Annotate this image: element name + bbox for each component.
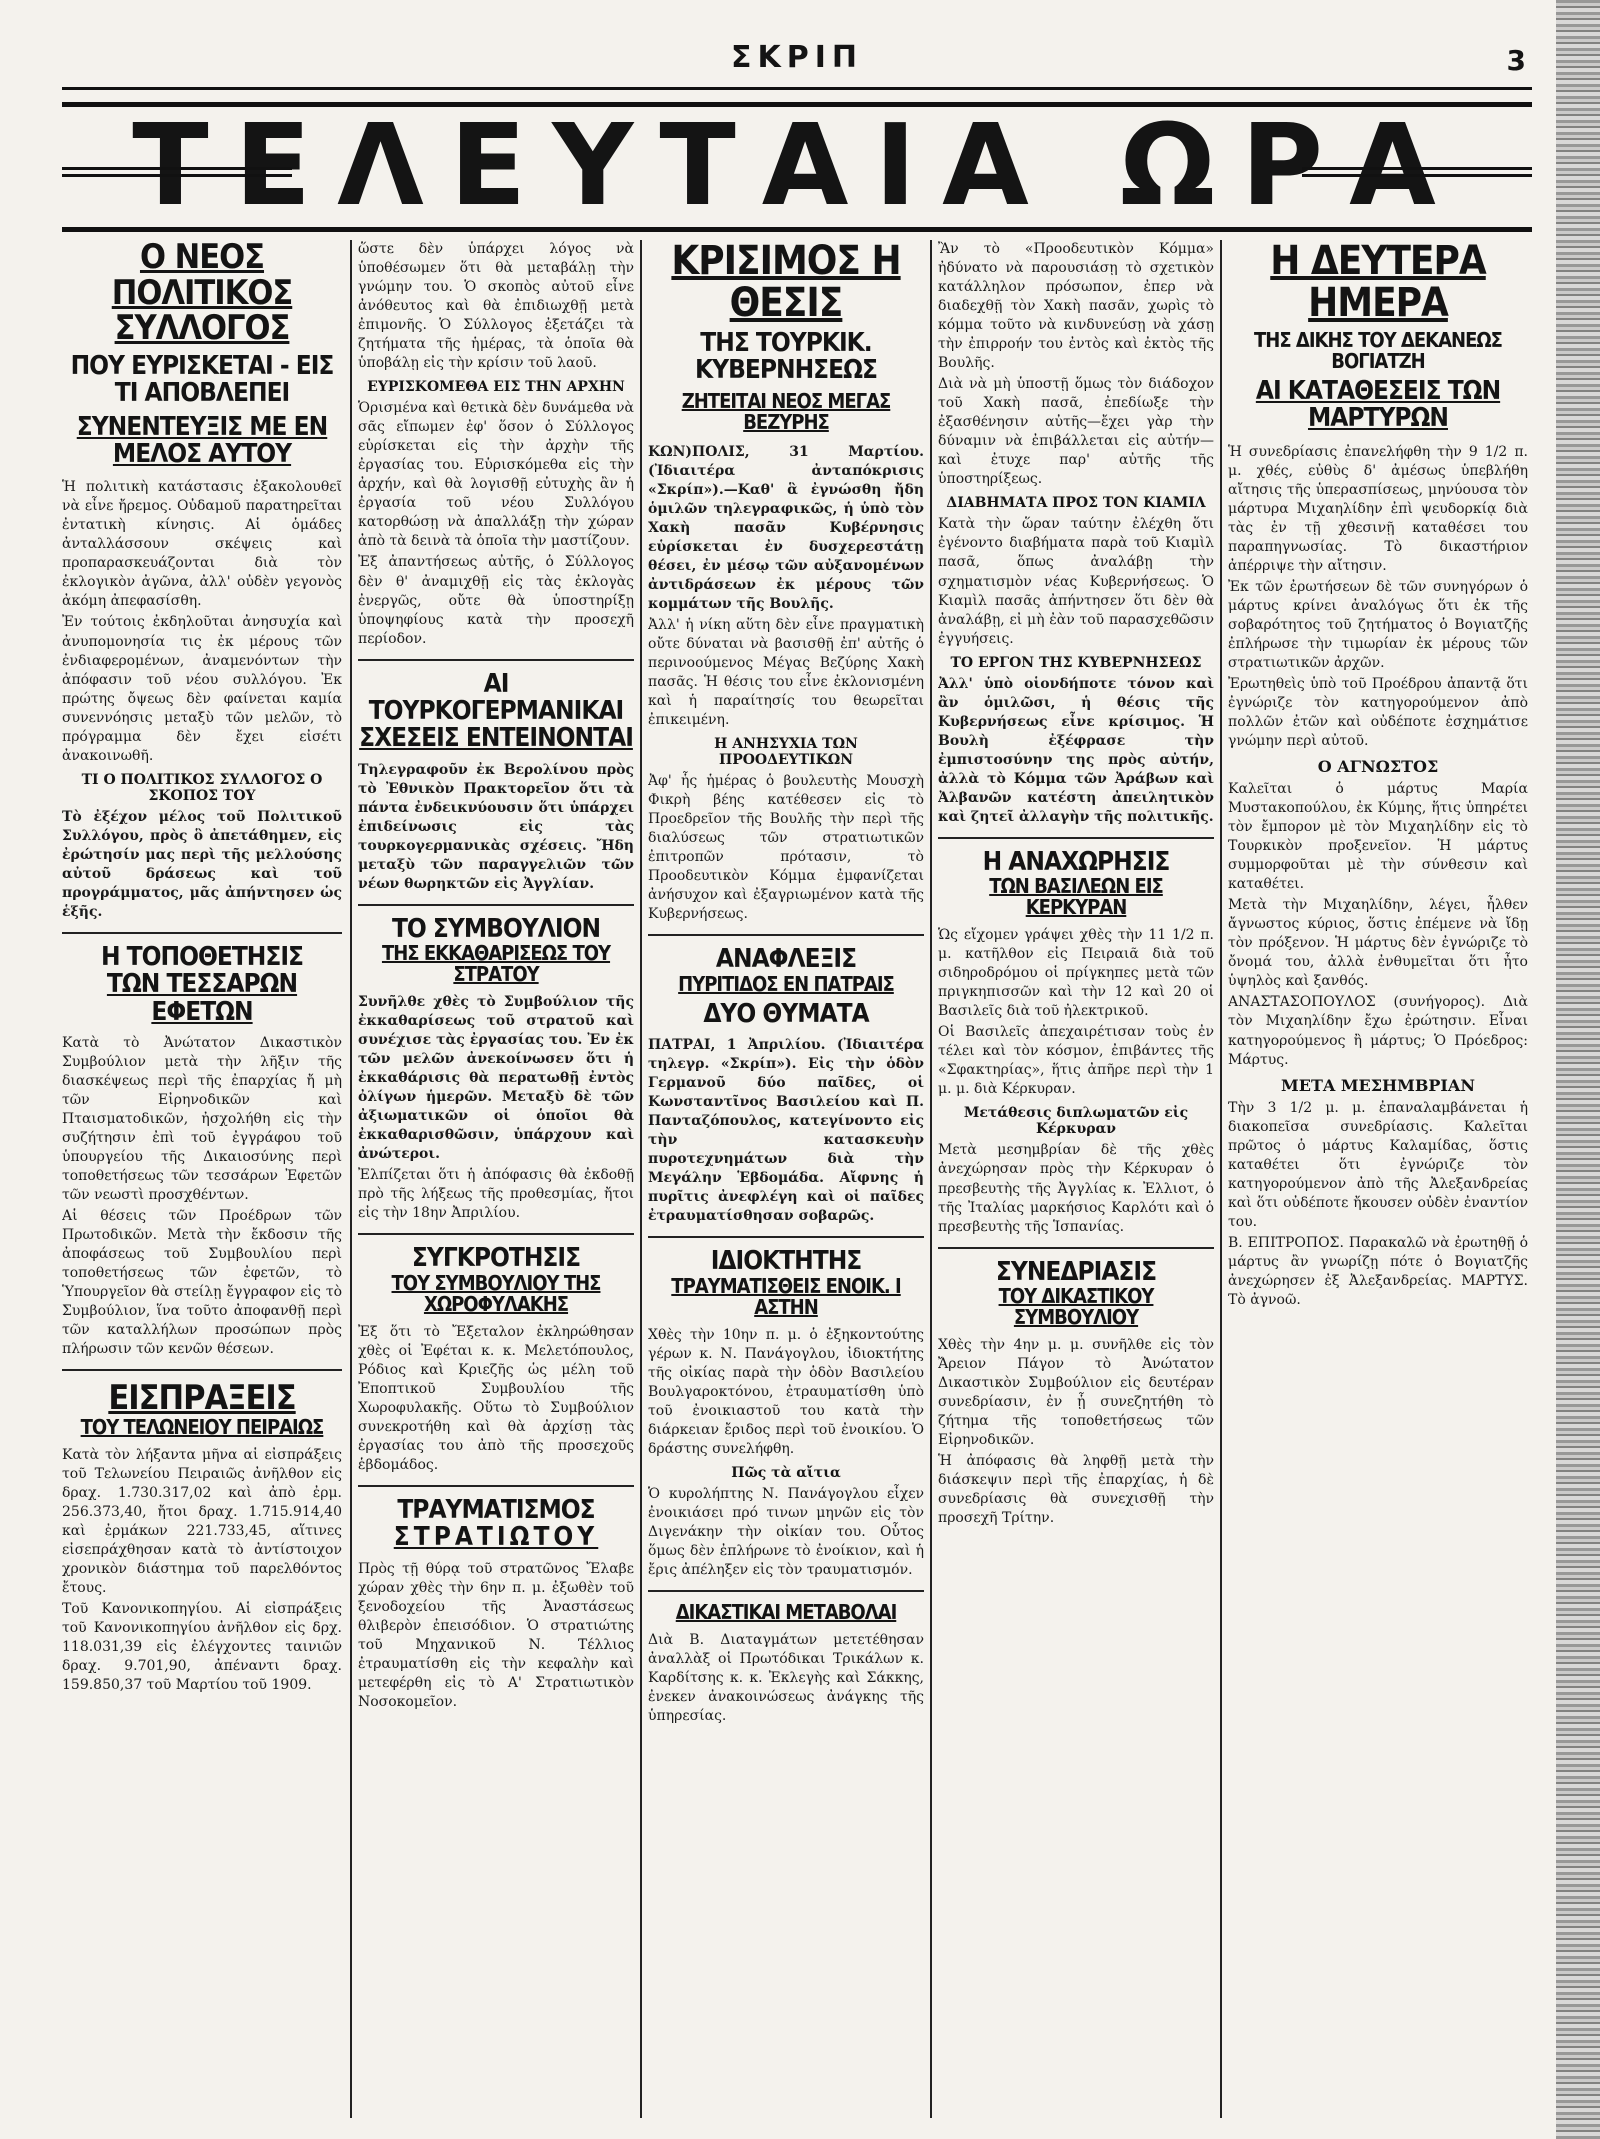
article-subheadline: ΖΗΤΕΙΤΑΙ ΝΕΟΣ ΜΕΓΑΣ ΒΕΖΥΡΗΣ <box>681 388 891 434</box>
section-subhead: Μετάθεσις διπλωματῶν εἰς Κέρκυραν <box>963 1105 1189 1138</box>
article-paragraph: Διὰ νὰ μὴ ὑποστῇ ὅμως τὸν διάδοχον τοῦ Χακὴ πασᾶ, ἐπεδίωξε τὴν ἐξασθένησιν αὐτῆς—ἔχει γὰρ τὴν δύναμιν νὰ ἐπιβάλλεται εἰς αὐτήν—καὶ ἐτυχε παρ' αὐτῆς τῆς ὑποστηρίξεως. <box>938 376 1214 488</box>
article-paragraph: Κατὰ τὸν λήξαντα μῆνα αἱ εἰσπράξεις τοῦ Τελωνείου Πειραιῶς ἀνῆλθον εἰς δραχ. 1.730.317,02 καὶ ἀπὸ ἐρμ. 256.373,40, ἤτοι δραχ. 1.715.914,40 καὶ ἐρμάκων 221.733,45, αἵτινες εἰσεπράχθησαν κατὰ τὸ ἀντίστοιχον χρονικὸν διάστημα τοῦ παρελθόντος ἔτους. <box>62 1447 342 1597</box>
article-headline: ΙΔΙΟΚΤΗΤΗΣ <box>710 1246 862 1277</box>
article-paragraph: Ἡ ἀπόφασις θὰ ληφθῇ μετὰ τὴν διάσκεψιν περὶ τῆς ἐπαρχίας, ἡ δὲ συνεδρίασις θὰ συνεχισθῇ τὴν προσεχῆ Τρίτην. <box>938 1453 1214 1527</box>
section-subhead: ΤΟ ΕΡΓΟΝ ΤΗΣ ΚΥΒΕΡΝΗΣΕΩΣ <box>950 654 1202 671</box>
banner-rule-right <box>1302 167 1532 177</box>
article-paragraph: Καλεῖται ὁ μάρτυς Μαρία Μυστακοπούλου, ἐκ Κύμης, ἥτις ὑπηρέτει τὸν ἔμπορον μὲ τὸν Μιχαηλίδην εἰς τὸ Τουρκικὸν προξενεῖον. Ἡ μάρτυς συμμορφοῦται μὲ τὴν σύνθεσιν καὶ καταθέτει. <box>1228 781 1528 893</box>
scan-edge <box>1556 0 1600 2139</box>
article-headline: ΕΙΣΠΡΑΞΕΙΣ <box>108 1378 296 1419</box>
article-paragraph: Τηλεγραφοῦν ἐκ Βερολίνου πρὸς τὸ Ἐθνικὸν Πρακτορεῖον ὅτι τὰ πάντα ἐνδεικνύουσιν ὅτι ὑπάρχει ἐπιδείνωσις εἰς τὰς τουρκογερμανικὰς σχέσεις. Ἤδη μεταξὺ τῶν παραγγελιῶν τῶν νέων θωρηκτῶν εἰς Ἀγγλίαν. <box>358 761 634 892</box>
divider <box>938 837 1214 839</box>
article-headline: ΣΥΝΕΔΡΙΑΣΙΣ <box>995 1256 1157 1287</box>
article-paragraph: ΠΑΤΡΑΙ, 1 Ἀπριλίου. (Ἰδιαιτέρα τηλεγρ. «Σκρίπ»). Εἰς τὴν ὁδὸν Γερμανοῦ δύο παῖδες, οἱ Κωνσταντῖνος Βασιλείου καὶ Π. Πανταζόπουλος, κατεγίνοντο εἰς τὴν κατασκευὴν πυροτεχνημάτων διὰ τὴν Μεγάλην Ἑβδομάδα. Αἴφνης ἡ πυρῖτις ἀνεφλέγη καὶ οἱ παῖδες ἐτραυματίσθησαν σοβαρῶς. <box>648 1036 924 1225</box>
divider <box>648 1590 924 1592</box>
column-5 <box>1228 240 1528 2118</box>
article-paragraph: Μετὰ μεσημβρίαν δὲ τῆς χθὲς ἀνεχώρησαν πρὸς τὴν Κέρκυραν ὁ πρεσβευτὴς τῆς Ἀγγλίας κ. Ἐλλιοτ, ὁ τῆς Ἰταλίας μαρκήσιος Καρλότι καὶ ὁ πρεσβευτὴς τῆς Ἱσπανίας. <box>938 1142 1214 1235</box>
article-headline: ΤΩΝ ΒΑΣΙΛΕΩΝ ΕΙΣ ΚΕΡΚΥΡΑΝ <box>989 874 1163 920</box>
article-headline: ΤΟ ΣΥΜΒΟΥΛΙΟΝ <box>391 913 601 944</box>
article-paragraph: Ἐν τούτοις ἐκδηλοῦται ἀνησυχία καὶ ἀνυπομονησία τις ἐκ μέρους τῶν ἐνδιαφερομένων, ἀναμενόντων τὴν ἀπόφασιν τοῦ νέου συλλόγου. Ἐκ πρώτης ὄψεως δὲν φαίνεται καμία συνεννόησις μεταξὺ τῶν μελῶν, τὸ πρόγραμμα δὲν ἔχει εἰσέτι ἀνακοινωθῆ. <box>62 614 342 764</box>
article-paragraph: Ὁ κυρολήπτης Ν. Πανάγογλου εἶχεν ἐνοικιάσει πρό τινων μηνῶν εἰς τὸν Διγενάκην τὴν οἰκίαν του. Οὗτος ὅμως δὲν ἐπλήρωνε τὸ ἐνοίκιον, καὶ ἡ ἔρις ἀπέληξεν εἰς τὸν τραυματισμόν. <box>648 1485 924 1578</box>
article-subheadline: ΔΥΟ ΘΥΜΑΤΑ <box>703 998 869 1029</box>
column-1 <box>62 240 342 2118</box>
article-paragraph: Ἂν τὸ «Προοδευτικὸν Κόμμα» ἠδύνατο νὰ παρουσιάσῃ τὸ σχετικὸν κατάλληλον πρόσωπον, ἐπερ νὰ διαδεχθῇ τὸν Χακὴ πασᾶν, χωρὶς τὸ κόμμα τοῦτο νὰ κινδυνεύσῃ νὰ χάσῃ τὴν ἐπιρροήν του ἐντὸς καὶ ἐκτὸς τῆς Βουλῆς. <box>938 241 1214 372</box>
article-paragraph: Οἱ Βασιλεῖς ἀπεχαιρέτισαν τοὺς ἐν τέλει καὶ τὸν κόσμον, ἐπιβάντες τῆς «Σφακτηρίας», ἥτις ἀπῆρε περὶ τὴν 1 μ. μ. διὰ Κέρκυραν. <box>938 1024 1214 1098</box>
column-4 <box>938 240 1214 2118</box>
section-subhead: Ο ΑΓΝΩΣΤΟΣ <box>1317 757 1439 777</box>
article-headline: ΤΗΣ ΤΟΥΡΚΙΚ. ΚΥΒΕΡΝΗΣΕΩΣ <box>695 328 877 386</box>
article-paragraph: Κατὰ τὴν ὥραν ταύτην ἐλέχθη ὅτι ἐγένοντο διαβήματα παρὰ τοῦ Κιαμὶλ πασᾶ, ὅπως ἀναλάβῃ τὴν σχηματισμὸν νέας Κυβερνήσεως. Ὁ Κιαμὶλ πασᾶς ἀπήντησεν ὅτι δὲν θὰ ἀναλάβῃ, εἰ μὴ ἐὰν τοῦ παρασχεθῶσιν ἐγγυήσεις. <box>938 516 1214 647</box>
article-headline: ΣΧΕΣΕΙΣ ΕΝΤΕΙΝΟΝΤΑΙ <box>359 723 633 754</box>
section-subhead: ΤΙ Ο ΠΟΛΙΤΙΚΟΣ ΣΥΛΛΟΓΟΣ Ο ΣΚΟΠΟΣ ΤΟΥ <box>81 771 323 804</box>
divider <box>62 932 342 934</box>
article-headline: ΑΝΑΦΛΕΞΙΣ <box>715 944 857 975</box>
article-paragraph: Ἡ πολιτικὴ κατάστασις ἐξακολουθεῖ νὰ εἶνε ἤρεμος. Οὐδαμοῦ παρατηρεῖται ἐντατικὴ κίνησις. Αἱ ὁμάδες ἀνταλλάσσουν σκέψεις καὶ προπαρασκευάζονται διὰ τὸν ἐκλογικὸν ἀγῶνα, ἀλλ' οὐδὲν γεγονὸς ἀκόμη ἀπεφασίσθη. <box>62 479 342 610</box>
divider <box>358 904 634 906</box>
article-headline: Η ΤΟΠΟΘΕΤΗΣΙΣ <box>100 941 304 972</box>
article-subheadline: ΣΥΝΕΝΤΕΥΞΙΣ ΜΕ ΕΝ ΜΕΛΟΣ ΑΥΤΟΥ <box>76 411 328 469</box>
article-paragraph: Ἐλπίζεται ὅτι ἡ ἀπόφασις θὰ ἐκδοθῇ πρὸ τῆς λήξεως τῆς προθεσμίας, ἤτοι εἰς τὴν 18ην Ἀπριλίου. <box>358 1167 634 1222</box>
divider <box>358 659 634 661</box>
section-subhead: Πῶς τὰ αἴτια <box>731 1464 841 1481</box>
article-headline: ΤΟΥ ΣΥΜΒΟΥΛΙΟΥ ΤΗΣ ΧΩΡΟΦΥΛΑΚΗΣ <box>391 1270 601 1316</box>
column-rule <box>930 240 932 2118</box>
column-rule <box>640 240 642 2118</box>
article-paragraph: Μετὰ τὴν Μιχαηλίδην, λέγει, ἦλθεν ἄγνωστος κύριος, ὅστις ἐπέμενε νὰ ἴδῃ τὸν πρόξενον. Ἡ μάρτυς δὲν ἐγνώριζε τὸ ὄνομά του, ἀλλὰ ἐνθυμεῖται ὅτι ἦτο ὑψηλὸς καὶ ξανθός. <box>1228 897 1528 990</box>
article-paragraph: Πρὸς τῇ θύρᾳ τοῦ στρατῶνος Ἔλαβε χώραν χθὲς τὴν 6ην π. μ. ἐξωθὲν τοῦ ξενοδοχείου τῆς Ἀναστάσεως θλιβερὸν ἐπεισόδιον. Ὁ στρατιώτης τοῦ Μηχανικοῦ Ν. Τέλλιος ἐτραυματίσθη εἰς τὴν κεφαλὴν καὶ μετεφέρθη εἰς τὸ Α' Στρατιωτικὸν Νοσοκομεῖον. <box>358 1560 634 1710</box>
article-paragraph: Τοῦ Κανονικοπηγίου. Αἱ εἰσπράξεις τοῦ Κανονικοπηγίου ἀνῆλθον εἰς δρχ. 118.031,39 εἰς ἐλέγχοντες ταινιῶν δραχ. 9.701,90, ἀπέναντι δραχ. 159.850,37 τοῦ Μαρτίου τοῦ 1909. <box>62 1601 342 1694</box>
article-paragraph: Β. ΕΠΙΤΡΟΠΟΣ. Παρακαλῶ νὰ ἐρωτηθῇ ὁ μάρτυς ἂν γνωρίζῃ πότε ὁ Βογιατζῆς ἀνεχώρησεν ἐξ Ἀλεξανδρείας. ΜΑΡΤΥΣ. Τὸ ἀγνοῶ. <box>1228 1234 1528 1308</box>
article-paragraph: Διὰ Β. Διαταγμάτων μετετέθησαν ἀναλλὰξ οἱ Πρωτόδικαι Τρικάλων κ. Καρδίτσης κ. κ. Ἐκλεγὴς καὶ Σάκκης, ἐνεκεν ἀνακοινώσεως ἀνάγκης τῆς ὑπηρεσίας. <box>648 1631 924 1725</box>
article-headline: Η ΔΕΥΤΕΡΑ ΗΜΕΡΑ <box>1270 240 1486 326</box>
section-subhead: ΔΙΑΒΗΜΑΤΑ ΠΡΟΣ ΤΟΝ ΚΙΑΜΙΛ <box>946 495 1206 512</box>
article-headline: ΣΤΡΑΤΙΩΤΟΥ <box>393 1522 599 1553</box>
article-headline: ΑΙ ΤΟΥΡΚΟΓΕΡΜΑΝΙΚΑΙ <box>368 668 624 726</box>
article-headline: ΤΗΣ ΕΚΚΑΘΑΡΙΣΕΩΣ ΤΟΥ ΣΤΡΑΤΟΥ <box>381 941 611 987</box>
article-paragraph: Ἀλλ' ὑπὸ οἱονδήποτε τόνον καὶ ἂν ὁμιλῶσι, ἡ θέσις τῆς Κυβερνήσεως εἶνε κρίσιμος. Ἡ Βουλὴ ἐξέφρασε τὴν ἐμπιστοσύνην της πρὸς αὐτήν, ἀλλὰ τὸ Κόμμα τῶν Ἀράβων καὶ Ἀλβανῶν κατέστη ἀπειλητικὸν καὶ ζητεῖ ἀλλαγὴν τῆς πολιτικῆς. <box>938 675 1214 825</box>
article-paragraph: Τὴν 3 1/2 μ. μ. ἐπαναλαμβάνεται ἡ διακοπεῖσα συνεδρίασις. Καλεῖται πρῶτος ὁ μάρτυς Καλαμίδας, ὅστις καταθέτει ὅτι ἐγνώριζε τὸν κατηγορούμενον ἀπὸ τῆς Ἀλεξανδρείας καὶ ὅτι οὐδέποτε ἤκουσεν οὐδὲν ἐναντίον του. <box>1228 1099 1528 1230</box>
article-paragraph: Ἐρωτηθεὶς ὑπὸ τοῦ Προέδρου ἀπαντᾷ ὅτι ἐγνώριζε τὸν κατηγορούμενον ἀπὸ πολλῶν ἐτῶν καὶ οὐδέποτε ἐσχημάτισε γνώμην περὶ αὐτοῦ. <box>1228 675 1528 750</box>
banner-title: ΤΕΛΕΥΤΑΙΑ ΩΡΑ <box>132 101 1462 231</box>
article-paragraph: Ἀφ' ἧς ἡμέρας ὁ βουλευτὴς Μουσχὴ Φικρὴ βέης κατέθεσεν εἰς τὸ Προεδρεῖον τῆς Βουλῆς τὴν περὶ τῆς διαλύσεως τῶν στρατιωτικῶν ἐπιτροπῶν πρότασιν, τὸ Προοδευτικὸν Κόμμα ἐμφανίζεται ἀνήσυχον καὶ ἐξαγριωμένον κατὰ τῆς Κυβερνήσεως. <box>648 773 924 923</box>
article-paragraph: Ἀλλ' ἡ νίκη αὕτη δὲν εἶνε πραγματικὴ οὔτε δύναται νὰ βασισθῇ ἐπ' αὐτῆς ὁ περινοούμενος Μέγας Βεζύρης Χακὴ πασᾶς. Ἡ θέσις του εἶνε ἐκλονισμένη καὶ ἡ παραίτησίς του θεωρεῖται ἐπικειμένη. <box>648 616 924 729</box>
column-rule <box>1220 240 1222 2118</box>
article-headline: Ο ΝΕΟΣ ΠΟΛΙΤΙΚΟΣ ΣΥΛΛΟΓΟΣ <box>111 240 293 349</box>
article-headline: ΣΥΓΚΡΟΤΗΣΙΣ <box>411 1243 581 1274</box>
article-paragraph: Κατὰ τὸ Ἀνώτατον Δικαστικὸν Συμβούλιον μετὰ τὴν λῆξιν τῆς διασκέψεως περὶ τῆς ἐπαρχίας ἤ μὴ τῶν Εἰρηνοδικῶν καὶ Πταισματοδικῶν, ἠσχολήθη εἰς τὴν συζήτησιν ἐπὶ τοῦ ἐγγράφου τοῦ ὑπουργείου τῆς Δικαιοσύνης περὶ τοποθετήσεως τῶν τεσσάρων Ἐφετῶν τῶν νεωστὶ προσχθέντων. <box>62 1034 342 1204</box>
article-paragraph: Αἱ θέσεις τῶν Προέδρων τῶν Πρωτοδικῶν. Μετὰ τὴν ἔκδοσιν τῆς ἀποφάσεως τοῦ Συμβουλίου περὶ τοποθετήσεως τῶν ἐφετῶν, τὸ Ὑπουργεῖον θὰ στείλῃ ἔγγραφον εἰς τὸ Συμβούλιον, ἵνα τοῦτο ἀποφανθῇ περὶ τῶν καταλλήλων προσώπων πρὸς πλήρωσιν τῶν κενῶν θέσεων. <box>62 1208 342 1358</box>
article-headline: ΤΗΣ ΔΙΚΗΣ ΤΟΥ ΔΕΚΑΝΕΩΣ ΒΟΓΙΑΤΖΗ <box>1254 328 1502 373</box>
divider <box>62 1369 342 1371</box>
article-headline: ΠΟΥ ΕΥΡΙΣΚΕΤΑΙ - ΕΙΣ ΤΙ ΑΠΟΒΛΕΠΕΙ <box>70 351 334 409</box>
column-3 <box>648 240 924 2118</box>
section-subhead: Η ΑΝΗΣΥΧΙΑ ΤΩΝ ΠΡΟΟΔΕΥΤΙΚΩΝ <box>714 736 858 769</box>
article-headline: ΤΡΑΥΜΑΤΙΣΜΟΣ <box>397 1494 595 1525</box>
article-headline: ΤΩΝ ΤΕΣΣΑΡΩΝ ΕΦΕΤΩΝ <box>106 969 298 1027</box>
article-paragraph: Χθὲς τὴν 4ην μ. μ. συνῆλθε εἰς τὸν Ἄρειον Πάγον τὸ Ἀνώτατον Δικαστικὸν Συμβούλιον εἰς δευτέραν συνεδρίασιν, ἐν ᾗ συνεζητήθη τὸ ζήτημα τῆς τοποθετήσεως τῶν Εἰρηνοδικῶν. <box>938 1336 1214 1449</box>
article-headline: ΤΡΑΥΜΑΤΙΣΘΕΙΣ ΕΝΟΙΚ. Ι ΑΣΤΗΝ <box>671 1273 901 1319</box>
article-headline: ΠΥΡΙΤΙΔΟΣ ΕΝ ΠΑΤΡΑΙΣ <box>678 971 894 996</box>
column-2 <box>358 240 634 2118</box>
article-headline: Η ΑΝΑΧΩΡΗΣΙΣ <box>982 846 1170 877</box>
article-headline: ΤΟΥ ΤΕΛΩΝΕΙΟΥ ΠΕΙΡΑΙΩΣ <box>80 1415 324 1440</box>
article-headline: ΚΡΙΣΙΜΟΣ Η ΘΕΣΙΣ <box>671 240 901 326</box>
divider <box>938 1247 1214 1249</box>
article-paragraph: Ὡς εἴχομεν γράψει χθὲς τὴν 11 1/2 π. μ. κατῆλθον εἰς Πειραιᾶ διὰ τοῦ σιδηροδρόμου οἱ πρίγκηπες μετὰ τῶν πριγκηπισσῶν καὶ τὴν 12 καὶ 20 οἱ Βασιλεῖς διὰ τοῦ ἠλεκτρικοῦ. <box>938 927 1214 1020</box>
newspaper-page <box>62 40 1532 2120</box>
article-paragraph: ΑΝΑΣΤΑΣΟΠΟΥΛΟΣ (συνήγορος). Διὰ τὸν Μιχαηλίδην ἔχω ἐρώτησιν. Εἶναι κατηγορούμενος ἢ μάρτυς; Ὁ Πρόεδρος: Μάρτυς. <box>1228 994 1528 1068</box>
divider <box>648 1236 924 1238</box>
article-paragraph: Τὸ ἐξέχον μέλος τοῦ Πολιτικοῦ Συλλόγου, πρὸς ὃ ἀπετάθημεν, εἰς ἐρώτησίν μας περὶ τῆς μελλούσης αὐτοῦ δράσεως καὶ τοῦ προγράμματος, μᾶς ἀπήντησεν ὡς ἑξῆς. <box>62 808 342 920</box>
paper-name: ΣΚΡΙΠ <box>731 40 863 75</box>
page-number: 3 <box>1506 44 1526 77</box>
article-paragraph: Χθὲς τὴν 10ην π. μ. ὁ ἐξηκοντούτης γέρων κ. Ν. Πανάγογλου, ἰδιοκτήτης τῆς οἰκίας παρὰ τὴν ὁδὸν Βασιλείου Βουλγαροκτόνου, ἐτραυματίσθη ὑπὸ τοῦ ἐνοικιαστοῦ του κατὰ τὴν διάρκειαν ἔριδος περὶ τοῦ ἐνοικίου. Ὁ δράστης συνελήφθη. <box>648 1326 924 1457</box>
divider <box>358 1233 634 1235</box>
article-paragraph: Ὁρισμένα καὶ θετικὰ δὲν δυνάμεθα νὰ σᾶς εἴπωμεν ἐφ' ὅσον ὁ Σύλλογος εὑρίσκεται εἰς τὴν ἀρχὴν τῆς ἐργασίας του. Εὑρισκόμεθα εἰς τὴν ἀρχήν, καὶ θὰ λογισθῇ εὐτυχὴς ἂν ἡ ἐργασία τοῦ νέου Συλλόγου κατορθώσῃ νὰ ἀπαλλάξῃ τὴν χώραν ἀπὸ τὰ δεινὰ τὰ ὁποῖα τὴν μαστίζουν. <box>358 400 634 550</box>
article-paragraph: Ἡ συνεδρίασις ἐπανελήφθη τὴν 9 1/2 π. μ. χθές, εὐθὺς δ' ἀμέσως ὑπεβλήθη αἴτησις τῆς ὑπερασπίσεως, μηνύουσα τὸν μάρτυρα Μιχαηλίδην ἐπὶ ψευδορκίᾳ διὰ τὰς ἐν τῇ χθεσινῇ καταθέσει του παραπηγνωσίας. Τὸ δικαστήριον ἀπέρριψε τὴν αἴτησιν. <box>1228 443 1528 574</box>
section-subhead: ΜΕΤΑ ΜΕΣΗΜΒΡΙΑΝ <box>1281 1075 1475 1095</box>
section-subhead: ΕΥΡΙΣΚΟΜΕΘΑ ΕΙΣ ΤΗΝ ΑΡΧΗΝ <box>367 379 625 396</box>
article-subheadline: ΑΙ ΚΑΤΑΘΕΣΕΙΣ ΤΩΝ ΜΑΡΤΥΡΩΝ <box>1255 376 1501 434</box>
article-paragraph: Ἐξ ὅτι τὸ Ἔξεταλον ἐκληρώθησαν χθὲς οἱ Ἐφέται κ. κ. Μελετόπουλος, Ρόδιος καὶ Κριεζῆς ὡς μέλη τοῦ Ἐποπτικοῦ Συμβουλίου τῆς Χωροφυλακῆς. Οὕτω τὸ Συμβούλιον συνεκροτήθη καὶ θὰ ἀρχίσῃ τὰς ἐργασίας του ἀπὸ τῆς προσεχοῦς ἑβδομάδος. <box>358 1323 634 1473</box>
banner-rule-left <box>62 167 292 177</box>
article-paragraph: ΚΩΝ)ΠΟΛΙΣ, 31 Μαρτίου. (Ἰδιαιτέρα ἀνταπόκρισις «Σκρίπ»).—Καθ' ἃ ἐγνώσθη ἤδη ὁμιλῶν τηλεγραφικῶς, ἡ ὑπὸ τὸν Χακὴ πασᾶν Κυβέρνησις εὑρίσκεται ἐν δυσχερεστάτῃ θέσει, ἐν μέσῳ τῶν αὐξανομένων ἀντιδράσεων ἐκ μέρους τῶν κομμάτων τῆς Βουλῆς. <box>648 443 924 612</box>
article-paragraph: Ἐξ ἀπαντήσεως αὐτῆς, ὁ Σύλλογος δὲν θ' ἀναμιχθῇ εἰς τὰς ἐκλογὰς ἐνεργῶς, οὔτε θὰ ὑποστηρίξῃ ὑποψηφίους κατὰ τὴν προσεχῆ περίοδον. <box>358 554 634 647</box>
banner <box>62 102 1532 232</box>
article-headline: ΔΙΚΑΣΤΙΚΑΙ ΜΕΤΑΒΟΛΑΙ <box>675 1599 897 1624</box>
article-paragraph: Ἐκ τῶν ἐρωτήσεων δὲ τῶν συνηγόρων ὁ μάρτυς κρίνει ἀναλόγως ὅτι ἐκ τῆς σοβαρότητος τοῦ ζητήματος ὁ Βογιατζῆς ἐπλήρωσε τὴν τιμωρίαν ἐκ μέρους τῶν στρατιωτικῶν ἀρχῶν. <box>1228 578 1528 671</box>
divider <box>358 1485 634 1487</box>
article-headline: ΤΟΥ ΔΙΚΑΣΤΙΚΟΥ ΣΥΜΒΟΥΛΙΟΥ <box>998 1283 1154 1329</box>
article-paragraph: ὥστε δὲν ὑπάρχει λόγος νὰ ὑποθέσωμεν ὅτι θὰ μεταβάλῃ τὴν γνώμην του. Ὁ σκοπὸς αὐτοῦ εἶνε ἀνόθευτος καὶ θὰ ἐπιδιωχθῇ μετὰ ἐπιμονῆς. Ὁ Σύλλογος ἐξετάζει τὰ ζητήματα τῆς ἡμέρας, τὰ ὁποῖα θὰ ὑποβάλῃ εἰς τὴν κρίσιν τοῦ λαοῦ. <box>358 241 634 372</box>
divider <box>648 934 924 936</box>
article-paragraph: Συνῆλθε χθὲς τὸ Συμβούλιον τῆς ἐκκαθαρίσεως τοῦ στρατοῦ καὶ συνέχισε τὰς ἐργασίας του. Ἐν ἐκ τῶν μελῶν ἀνεκοίνωσεν ὅτι ἡ ἐκκαθάρισις θὰ περατωθῇ ἐντὸς ὀλίγων ἡμερῶν. Μεταξὺ δὲ τῶν ἀξιωματικῶν οἱ ὁποῖοι θὰ ἐκκαθαρισθῶσιν, ὑπάρχουν καὶ ἀνώτεροι. <box>358 994 634 1163</box>
masthead <box>62 40 1532 90</box>
column-rule <box>350 240 352 2118</box>
